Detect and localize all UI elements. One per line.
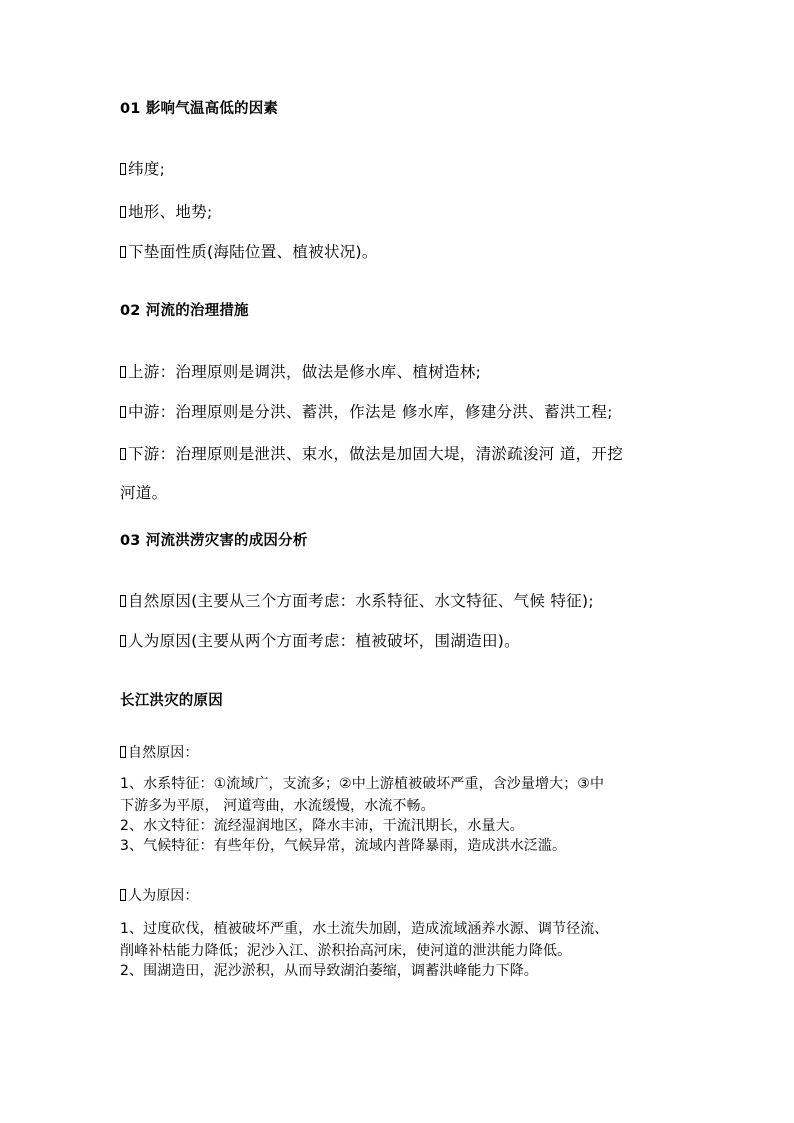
list-item: 纬度; [120,157,165,179]
bullet-box-icon [120,163,126,175]
subsection-label: 自然原因： [120,742,199,762]
section-heading-4: 长江洪灾的原因 [120,693,223,709]
bullet-box-icon [120,246,126,258]
list-item: 自然原因(主要从三个方面考虑：水系特征、水文特征、气候 特征); [120,589,594,611]
bullet-box-icon [120,635,126,647]
section-heading-2: 02 河流的治理措施 [120,303,249,319]
bullet-box-icon [120,595,126,607]
paragraph-line: 2、水文特征：流经湿润地区，降水丰沛，干流汛期长，水量大。 [120,818,524,834]
paragraph-line: 1、过度砍伐，植被破坏严重，水土流失加剧，造成流域涵养水源、调节径流、 [120,921,609,937]
bullet-box-icon [120,746,126,758]
list-item-continuation: 河道。 [120,484,168,502]
paragraph-line: 下游多为平原， 河道弯曲，水流缓慢，水流不畅。 [120,798,435,814]
subsection-label: 人为原因： [120,885,199,905]
bullet-box-icon [120,889,126,901]
bullet-box-icon [120,206,126,218]
bullet-box-icon [120,406,126,418]
bullet-box-icon [120,448,126,460]
bullet-box-icon [120,366,126,378]
section-heading-3: 03 河流洪涝灾害的成因分析 [120,533,308,549]
list-item: 人为原因(主要从两个方面考虑：植被破坏，围湖造田)。 [120,629,520,651]
list-item: 下垫面性质(海陆位置、植被状况)。 [120,240,378,262]
list-item: 中游：治理原则是分洪、蓄洪，作法是 修水库，修建分洪、蓄洪工程; [120,400,613,422]
paragraph-line: 2、围湖造田，泥沙淤积，从而导致湖泊萎缩，调蓄洪峰能力下降。 [120,963,538,979]
paragraph-line: 1、水系特征：①流域广，支流多；②中上游植被破坏严重，含沙量增大；③中 [120,776,605,792]
list-item: 上游：治理原则是调洪，做法是修水库、植树造林; [120,360,481,382]
list-item: 地形、地势; [120,200,213,222]
paragraph-line: 削峰补枯能力降低；泥沙入江、淤积抬高河床，使河道的泄洪能力降低。 [120,943,572,959]
list-item: 下游：治理原则是泄洪、束水，做法是加固大堤，清淤疏浚河 道，开挖 [120,442,623,464]
paragraph-line: 3、气候特征：有些年份，气候异常，流域内普降暴雨，造成洪水泛滥。 [120,838,567,854]
section-heading-1: 01 影响气温高低的因素 [120,101,279,117]
